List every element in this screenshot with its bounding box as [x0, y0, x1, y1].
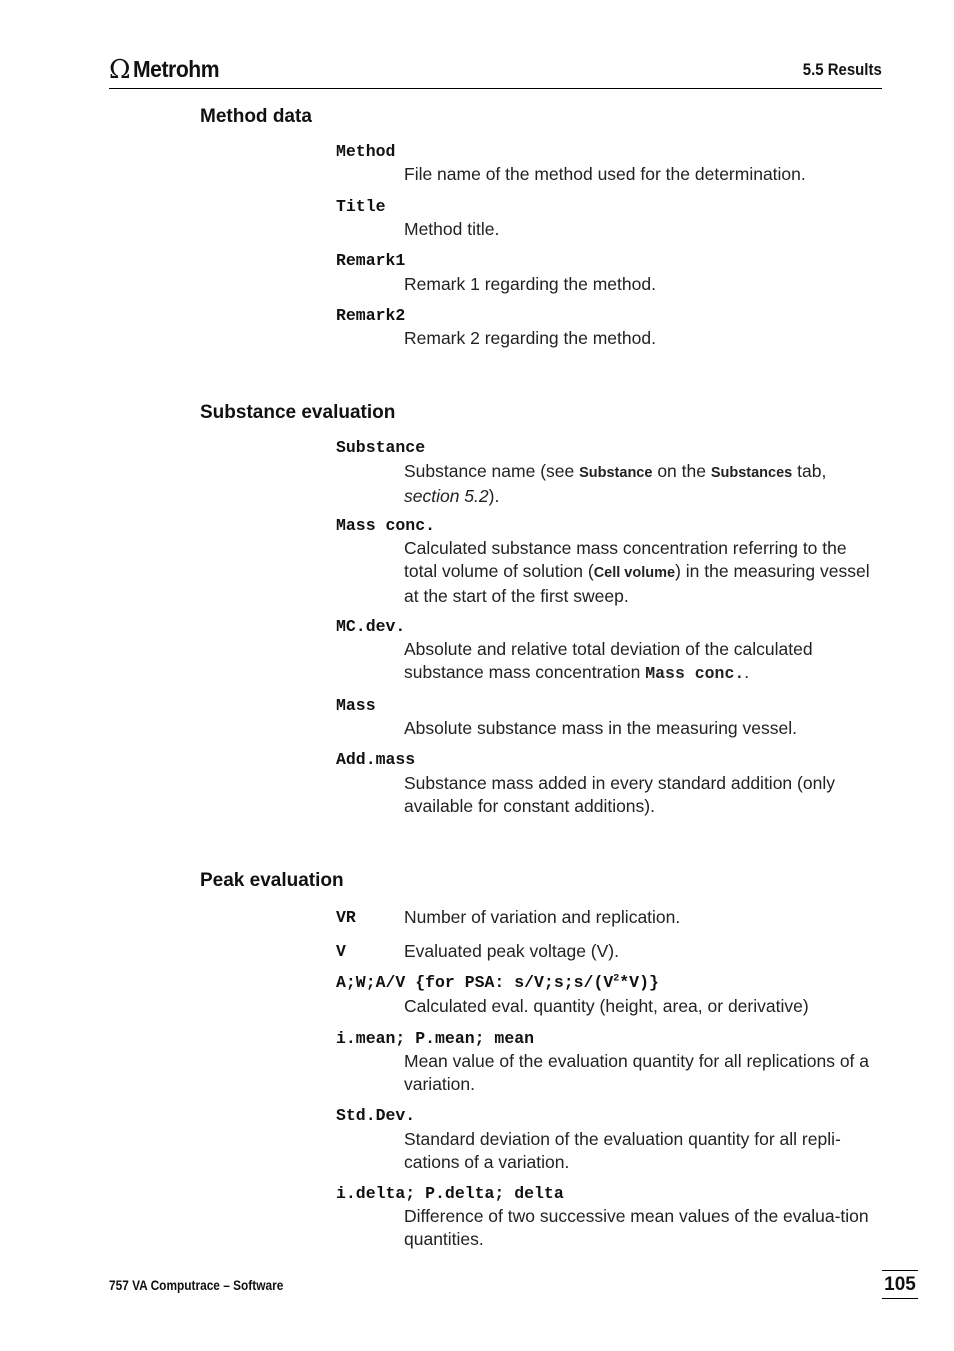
term-remark2: Remark2: [336, 306, 406, 325]
desc-mass-conc: Calculated substance mass concentration referring to the total volume of solution (Cell volume) in the measuring vessel at the start of the first sweep.: [404, 538, 870, 606]
desc-awav: Calculated eval. quantity (height, area, or derivative): [404, 996, 809, 1016]
term-method: Method: [336, 142, 396, 161]
desc-mean: Mean value of the evaluation quantity for all replications of a variation.: [404, 1051, 870, 1094]
desc-delta: Difference of two successive mean values of the evalua-tion quantities.: [404, 1206, 869, 1249]
footer-document-title: 757 VA Computrace – Software: [109, 1278, 284, 1293]
desc-std-dev: Standard deviation of the evaluation quantity for all repli-cations of a variation.: [404, 1129, 841, 1172]
term-mass: Mass: [336, 696, 376, 715]
desc-add-mass: Substance mass added in every standard addition (only available for constant additions).: [404, 773, 835, 816]
term-std-dev: Std.Dev.: [336, 1106, 416, 1125]
page-header: [109, 54, 882, 89]
heading-method-data: Method data: [200, 106, 312, 127]
term-substance: Substance: [336, 438, 426, 457]
page-number: 105: [882, 1270, 918, 1299]
term-title: Title: [336, 197, 386, 216]
term-vr: VR: [336, 908, 356, 927]
term-mass-conc: Mass conc.: [336, 516, 436, 535]
desc-title: Method title.: [404, 219, 500, 239]
desc-method: File name of the method used for the determination.: [404, 164, 806, 184]
logo-text: Metrohm: [132, 56, 219, 82]
desc-mc-dev: Absolute and relative total deviation of the calculated substance mass concentration Mass conc..: [404, 639, 813, 683]
desc-vr: Number of variation and replication.: [404, 907, 681, 927]
term-remark1: Remark1: [336, 251, 406, 270]
term-delta: i.delta; P.delta; delta: [336, 1184, 564, 1203]
desc-v: Evaluated peak voltage (V).: [404, 941, 619, 961]
desc-remark1: Remark 1 regarding the method.: [404, 274, 656, 294]
heading-substance-evaluation: Substance evaluation: [200, 402, 396, 423]
heading-peak-evaluation: Peak evaluation: [200, 870, 344, 891]
desc-mass: Absolute substance mass in the measuring vessel.: [404, 718, 797, 738]
term-awav: A;W;A/V {for PSA: $s/V;s;s/(V^2*V)$}: [336, 973, 659, 992]
section-reference: 5.5 Results: [803, 60, 882, 79]
term-mc-dev: MC.dev.: [336, 617, 406, 636]
term-v: V: [336, 942, 346, 961]
desc-remark2: Remark 2 regarding the method.: [404, 328, 656, 348]
metrohm-logo: [109, 56, 226, 83]
term-mean: i.mean; P.mean; mean: [336, 1029, 535, 1048]
omega-logo-icon: Ω: [109, 54, 131, 85]
term-add-mass: Add.mass: [336, 750, 416, 769]
desc-substance: Substance name (see Substance on the Substances tab, section 5.2).: [404, 461, 827, 506]
